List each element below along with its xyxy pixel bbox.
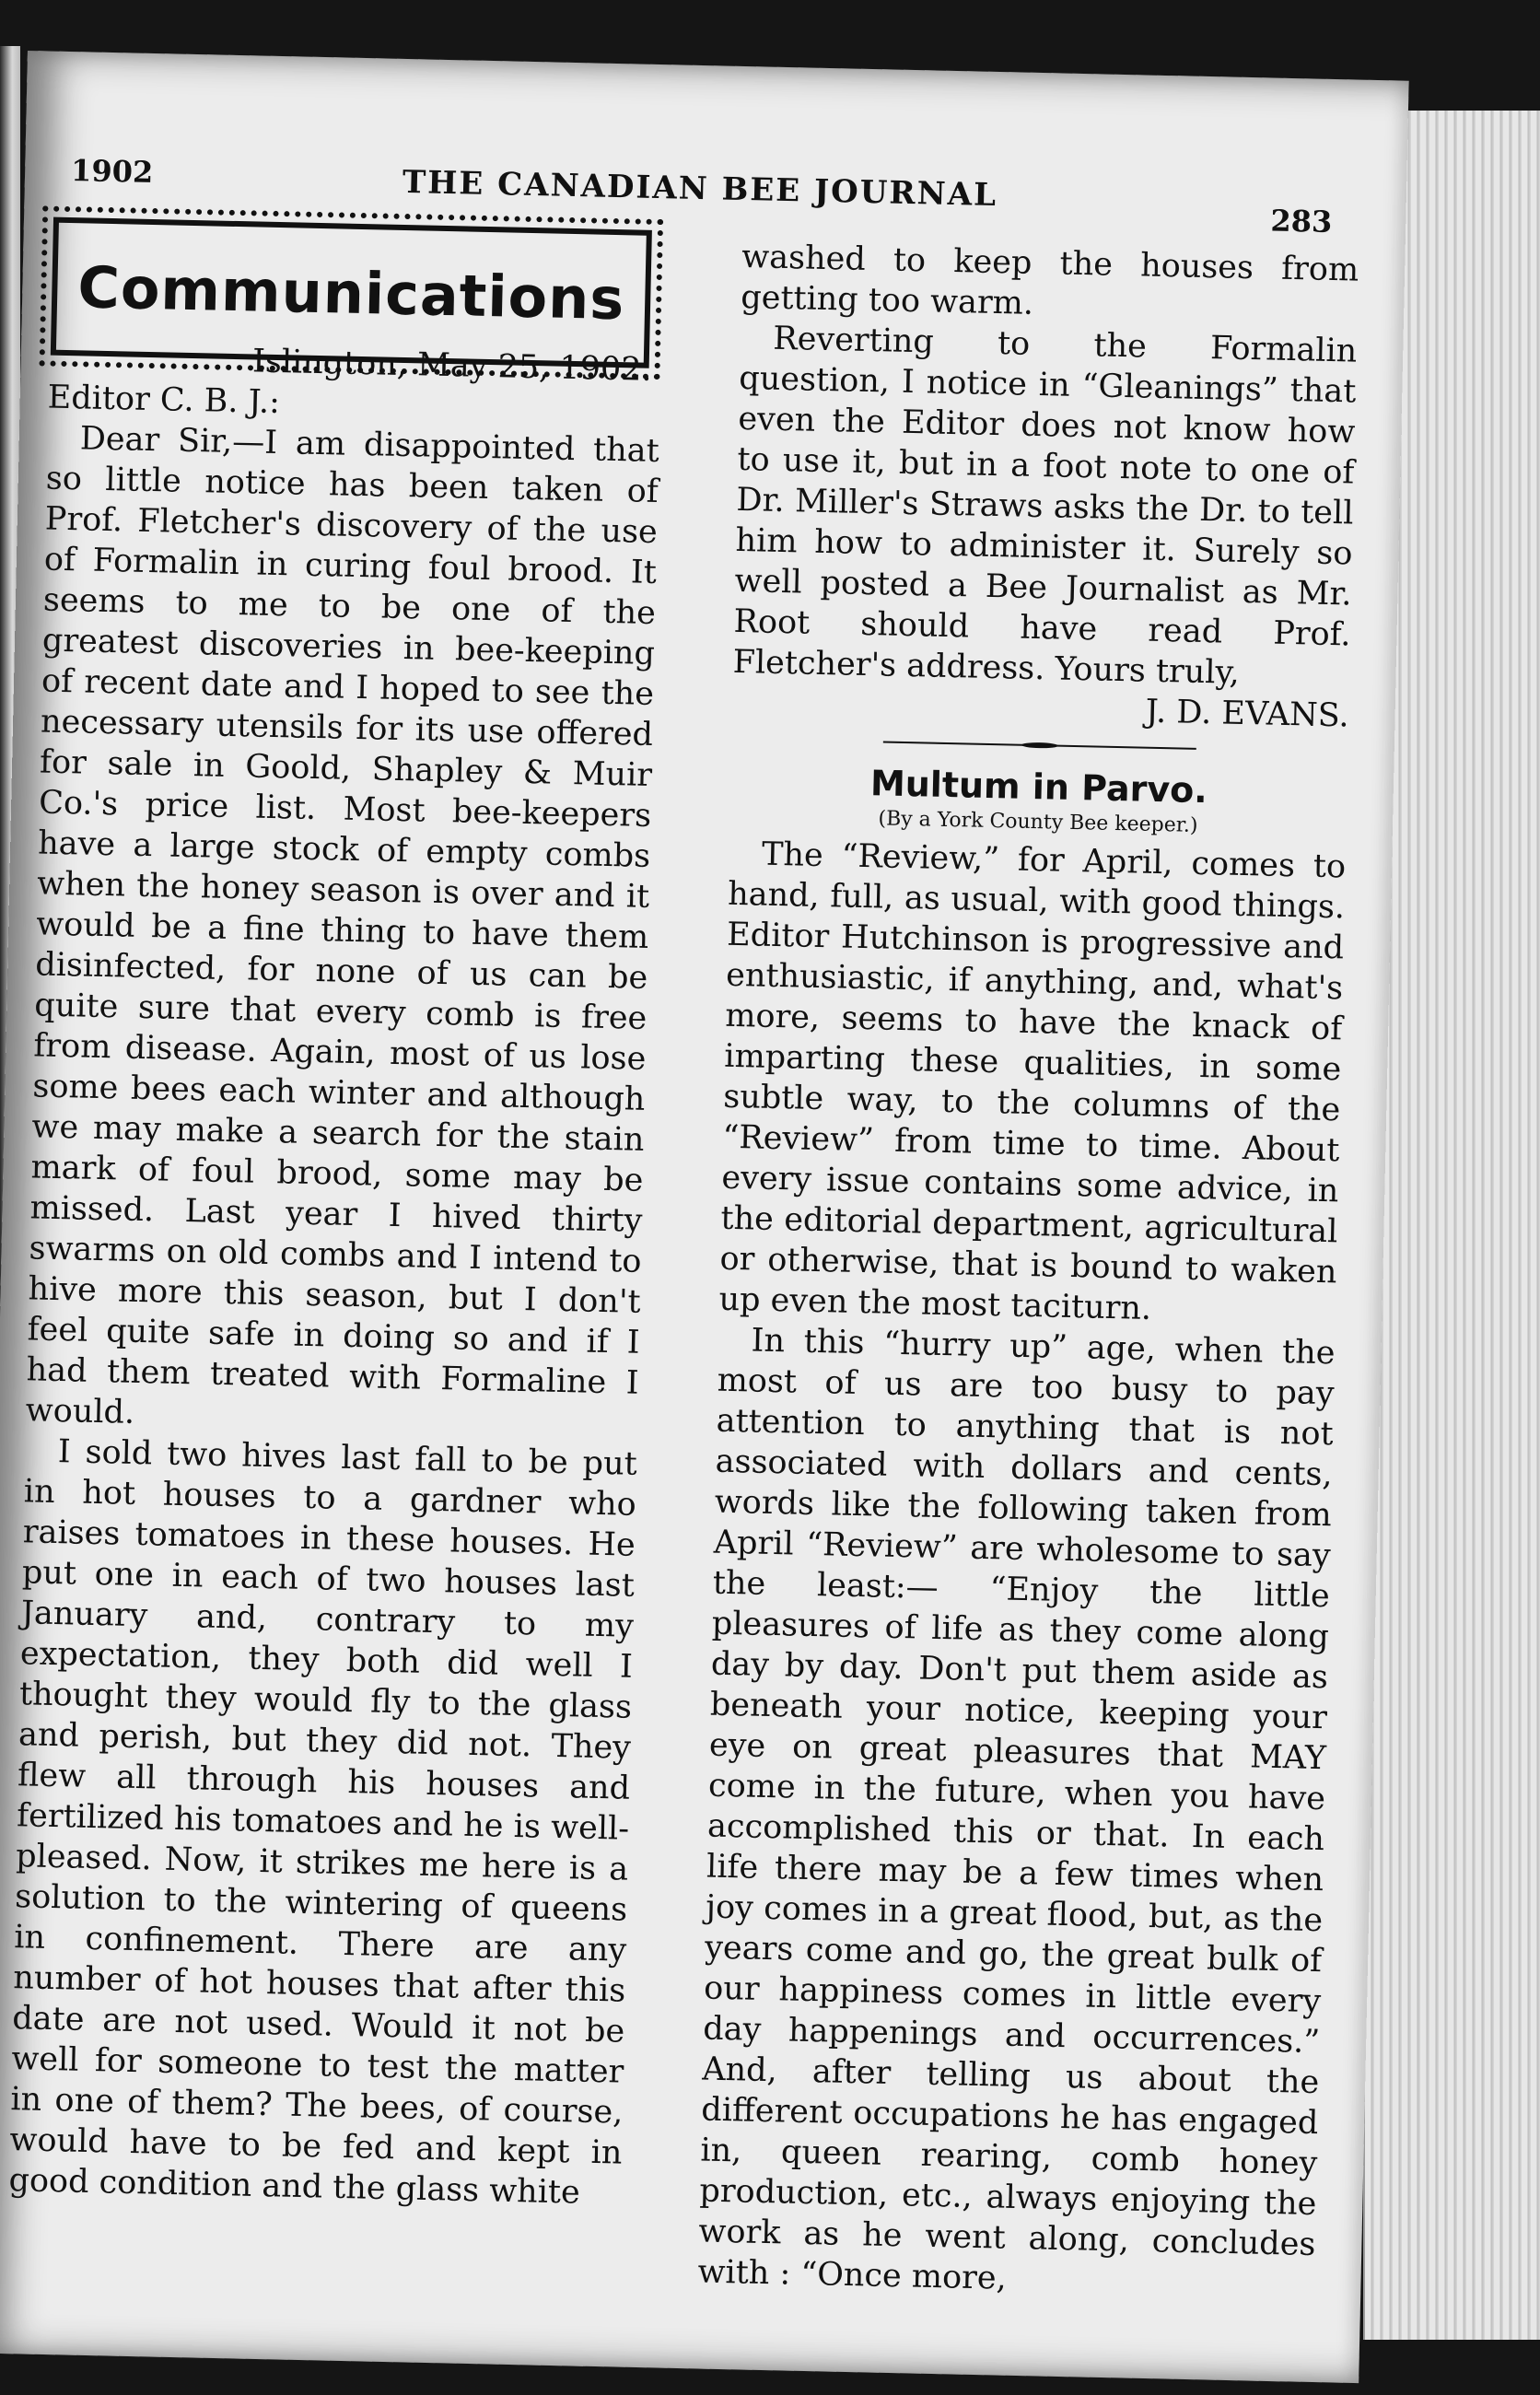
header-journal-title: THE CANADIAN BEE JOURNAL [402,163,998,215]
section-divider [883,739,1196,751]
left-column [8,337,661,2214]
multum-title: Multum in Parvo. [869,763,1208,812]
letter-paragraph: I sold two hives last fall to be put in hot houses to a gardner who raises tomatoes in these houses. He put one in each of two houses last January and, contrary to my expectation, they both did well I thought they would fly to the glass and perish, but they did not. They flew all through his houses and fertilized his tomatoes and he is well-pleased. Now, it strikes me here is a solution to the wintering of queens in confinement. There are any number of hot houses that after this date are not used. Would it not be well for someone to test the matter in one of them? The bees, of course, would have to be fed and kept in good condition and the glass white [8,1433,638,2212]
journal-page [0,51,1409,2383]
article-paragraph: The “Review,” for April, comes to hand, full, as usual, with good things. Editor Hutchinson is progressive and enthusiastic, if anything, and, what's more, seems to have the knack of imparting these qualities, in some subtle way, to the columns of the “Review” from time to time. About every issue contains some advice, in the editorial department, agricultural or otherwise, that is bound to waken up even the most taciturn. [718,835,1347,1327]
right-column [697,237,1359,2306]
header-page-number: 283 [1270,203,1333,240]
article-paragraph: In this “hurry up” age, when the most of us are too busy to pay attention to anything that is not associated with dollars and cents, words like the following taken from April “Review” are wholesome to say the least:— “Enjoy the little pleasures of life as they come along day by day. Don't put them aside as beneath your notice, keeping your eye on great pleasures that MAY come in the future, when you have accomplished this or that. In each life there may be a few times when joy comes in a great flood, but, as the years come and go, the great bulk of our happiness comes in little every day happenings and occurrences.” And, after telling us about the different occupations he has engaged in, queen rearing, comb honey production, etc., always enjoying the work as he went along, concludes with : “Once more, [697,1322,1336,2297]
header-year: 1902 [70,153,154,190]
letter-signature: J. D. EVANS. [1145,693,1350,735]
multum-byline: (By a York County Bee keeper.) [878,807,1198,837]
communications-heading: Communications [76,252,626,333]
letter-salutation: Editor C. B. J.: [47,379,281,422]
letter-continuation: washed to keep the houses from getting too warm. [740,238,1359,322]
letter-dateline: Islington, May 25, 1902. [251,343,653,389]
letter-closing-paragraph: Reverting to the Formalin question, I notice in “Gleanings” that even the Editor does not know how to use it, but in a foot note to one of Dr. Miller's Straws asks the Dr. to tell him how to administer it. Surely so well posted a Bee Journalist as Mr. Root should have read Prof. Fletcher's address. Yours truly, [732,320,1358,692]
letter-paragraph: Dear Sir,—I am disappointed that so little notice has been taken of Prof. Fletcher's discovery of the use of Formalin in curing foul brood. It seems to me to be one of the greatest discoveries in bee-keeping of recent date and I hoped to see the necessary utensils for its use offered for sale in Goold, Shapley & Muir Co.'s price list. Most bee-keepers have a large stock of empty combs when the honey season is over and it would be a fine thing to have them disinfected, for none of us can be quite sure that every comb is free from disease. Again, most of us lose some bees each winter and although we may make a search for the stain mark of foul brood, some may be missed. Last year I hived thirty swarms on old combs and I intend to hive more this season, but I don't feel quite safe in doing so and if I had them treated with Formaline I would. [25,420,660,1431]
